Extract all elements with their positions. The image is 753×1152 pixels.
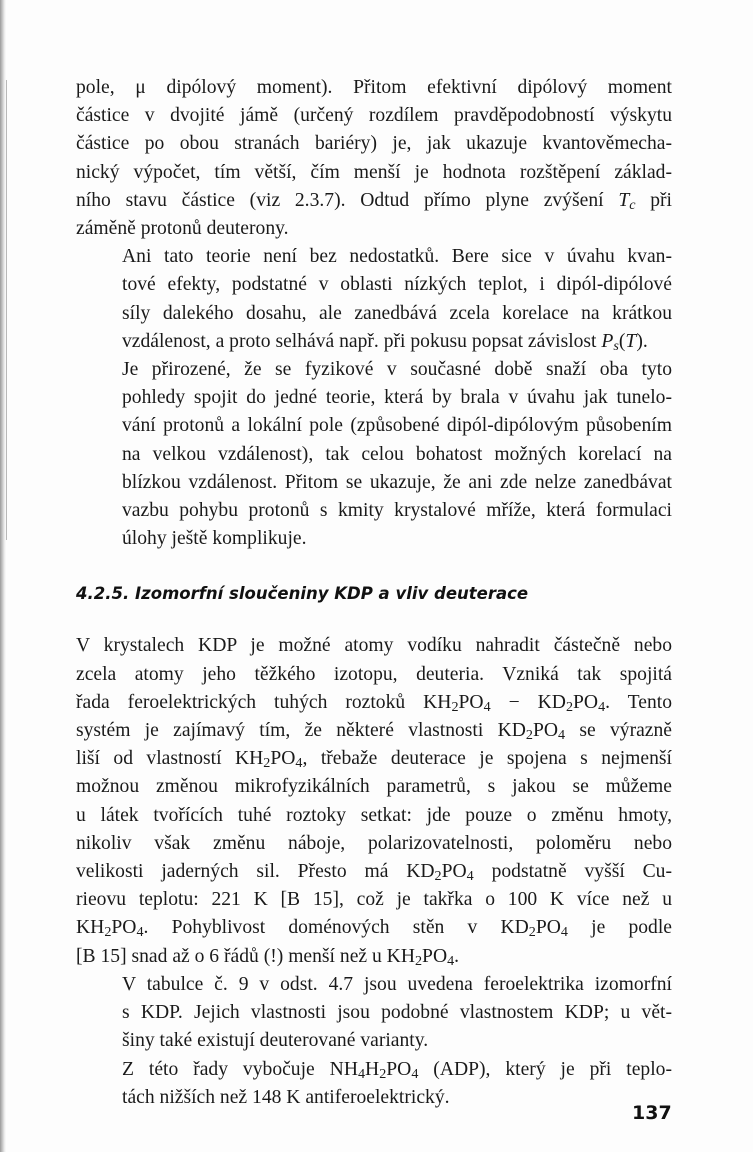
text-line: možnou změnou mikrofyzikálních parametrů, s jakou se můžeme xyxy=(76,776,672,798)
text-line: pole, μ dipólový moment). Přitom efektivní dipólový moment xyxy=(76,77,672,98)
paragraph xyxy=(76,632,672,970)
text-line: zcela atomy jeho těžkého izotopu, deuteria. Vzniká tak spojitá xyxy=(76,663,672,685)
intro-paragraphs xyxy=(76,74,672,553)
text-line: síly dalekého dosahu, ale zanedbává zcela korelace na krátkou xyxy=(122,302,672,324)
text-line: vazbu pohybu protonů s kmity krystalové mříže, která formulaci xyxy=(122,500,672,522)
text-line: velikosti jaderných sil. Přesto má $KD_2PO_4$ podstatně vyšší Cu- xyxy=(76,861,673,885)
text-line: nický výpočet, tím větší, čím menší je hodnota rozštěpení základ- xyxy=(76,161,672,183)
paragraph xyxy=(76,243,672,356)
text-line: systém je zajímavý tím, že některé vlastnosti $KD_2PO_4$ se výrazně xyxy=(76,720,673,744)
text-line: tách nižších než 148 K antiferoelektrický. xyxy=(122,1086,450,1108)
text-line: ního stavu částice (viz 2.3.7). Odtud přímo plyne zvýšení $T_c$ při xyxy=(76,189,672,213)
page-number: 137 xyxy=(632,1102,672,1124)
text-line: úlohy ještě komplikuje. xyxy=(122,528,307,550)
page-body-text xyxy=(76,74,672,1112)
text-line: šiny také existují deuterované varianty. xyxy=(122,1030,429,1052)
paragraph xyxy=(76,1056,672,1112)
text-line: částice v dvojité jámě (určený rozdílem pravděpodobností výskytu xyxy=(76,105,672,127)
binding-gutter-line xyxy=(6,80,7,540)
text-line: Ani tato teorie není bez nedostatků. Bere sice v úvahu kvan- xyxy=(122,246,672,268)
text-line: liší od vlastností $KH_2PO_4$, třebaže deuterace je spojena s nejmenší xyxy=(76,748,672,772)
text-line: V krystalech KDP je možné atomy vodíku nahradit částečně nebo xyxy=(76,635,672,657)
text-line: blízkou vzdálenost. Přitom se ukazuje, že ani zde nelze zanedbávat xyxy=(122,471,672,493)
text-line: vzdálenost, a proto selhává např. při pokusu popsat závislost $P_s(T)$. xyxy=(122,330,648,354)
text-line: na velkou vzdálenost), tak celou bohatost možných korelací na xyxy=(122,443,672,465)
section-paragraphs xyxy=(76,632,672,1111)
text-line: s KDP. Jejich vlastnosti jsou podobné vlastnostem KDP; u vět- xyxy=(122,1002,672,1024)
paragraph xyxy=(76,971,672,1056)
paragraph xyxy=(76,74,672,243)
text-line: nikoliv však změnu náboje, polarizovatelnosti, poloměru nebo xyxy=(76,832,672,854)
text-line: částice po obou stranách bariéry) je, jak ukazuje kvantověmecha- xyxy=(76,133,672,155)
text-line: rieovu teplotu: 221 K [B 15], což je takřka o 100 K více než u xyxy=(76,889,672,911)
text-line: [B 15] snad až o 6 řádů (!) menší než u $KH_2PO_4$. xyxy=(76,945,460,969)
text-line: řada feroelektrických tuhých roztoků $KH_2PO_4 - KD_2PO_4$. Tento xyxy=(76,691,672,715)
section-heading: 4.2.5. Izomorfní sloučeniny KDP a vliv deuterace xyxy=(76,584,529,604)
text-line: pohledy spojit do jedné teorie, která by brala v úvahu jak tunelo- xyxy=(122,387,672,409)
text-line: u látek tvořících tuhé roztoky setkat: jde pouze o změnu hmoty, xyxy=(76,804,672,826)
text-line: V tabulce č. 9 v odst. 4.7 jsou uvedena feroelektrika izomorfní xyxy=(122,973,672,995)
paragraph xyxy=(76,356,672,553)
text-line: tové efekty, podstatné v oblasti nízkých teplot, i dipól-dipólové xyxy=(122,274,672,296)
text-line: Je přirozené, že se fyzikové v současné době snaží oba tyto xyxy=(122,359,672,381)
text-line: vání protonů a lokální pole (způsobené dipól-dipólovým působením xyxy=(122,415,672,437)
text-line: Z této řady vybočuje $NH_4H_2PO_4$ (ADP), který je při teplo- xyxy=(122,1058,672,1082)
text-line: $KH_2PO_4$. Pohyblivost doménových stěn v $KD_2PO_4$ je podle xyxy=(76,917,672,941)
text-line: záměně protonů deuterony. xyxy=(76,218,289,240)
